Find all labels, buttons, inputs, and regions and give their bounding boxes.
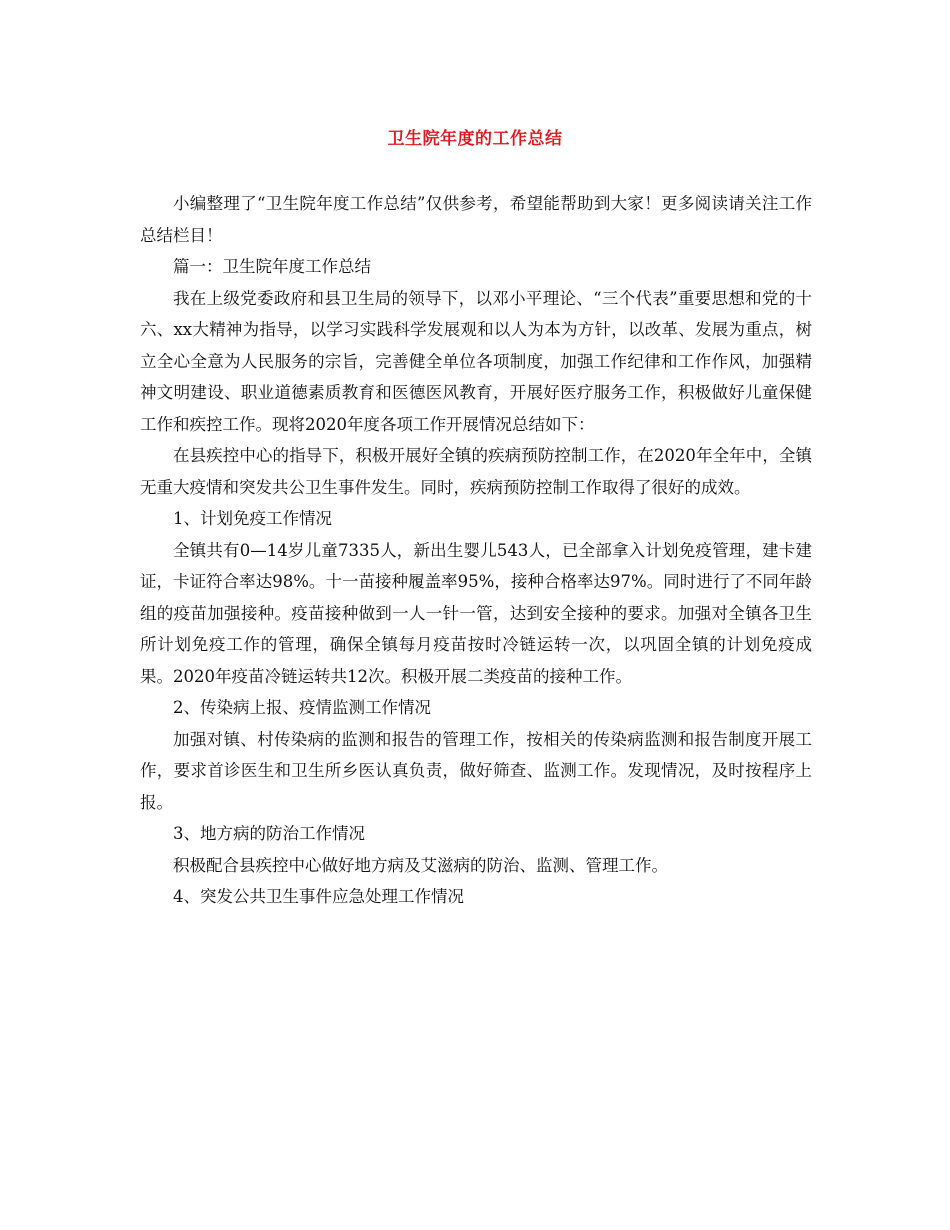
paragraph-immunization: 全镇共有0—14岁儿童7335人，新出生婴儿543人，已全部拿入计划免疫管理，建卡建证，卡证符合率达98%。十一苗接种履盖率95%，接种合格率达97%。同时进行了不同年龄组的疫苗加强接种。疫苗接种做到一人一针一管，达到安全接种的要求。加强对全镇各卫生所计划免疫工作的管理，确保全镇每月疫苗按时冷链运转一次，以巩固全镇的计划免疫成果。2020年疫苗冷链运转共12次。积极开展二类疫苗的接种工作。	[140, 540, 812, 686]
section-heading-immunization: 1、计划免疫工作情况	[173, 509, 332, 528]
paragraph-overview: 我在上级党委政府和县卫生局的领导下，以邓小平理论、“三个代表”重要思想和党的十六、xx大精神为指导，以学习实践科学发展观和以人为本为方针，以改革、发展为重点，树立全心全意为人民服务的宗旨，完善健全单位各项制度，加强工作纪律和工作作风，加强精神文明建设、职业道德素质教育和医德医风教育，开展好医疗服务工作，积极做好儿童保健工作和疾控工作。现将2020年度各项工作开展情况总结如下：	[140, 288, 812, 434]
paragraph-intro: 小编整理了“卫生院年度工作总结”仅供参考，希望能帮助到大家！更多阅读请关注工作总结栏目！	[140, 194, 812, 245]
document-body	[140, 188, 812, 913]
section-heading-infectious-disease: 2、传染病上报、疫情监测工作情况	[173, 698, 431, 717]
paragraph-disease-control: 在县疾控中心的指导下，积极开展好全镇的疾病预防控制工作，在2020年全年中，全镇无重大疫情和突发共公卫生事件发生。同时，疾病预防控制工作取得了很好的成效。	[140, 446, 812, 497]
section-heading-part-one: 篇一：卫生院年度工作总结	[173, 257, 371, 276]
section-heading-endemic-disease: 3、地方病的防治工作情况	[173, 824, 365, 843]
document-title: 卫生院年度的工作总结	[387, 129, 563, 149]
section-heading-emergency: 4、突发公共卫生事件应急处理工作情况	[173, 887, 464, 906]
paragraph-endemic-disease: 积极配合县疾控中心做好地方病及艾滋病的防治、监测、管理工作。	[173, 855, 668, 875]
paragraph-infectious-disease: 加强对镇、村传染病的监测和报告的管理工作，按相关的传染病监测和报告制度开展工作，要求首诊医生和卫生所乡医认真负责，做好筛查、监测工作。发现情况，及时按程序上报。	[140, 729, 812, 812]
